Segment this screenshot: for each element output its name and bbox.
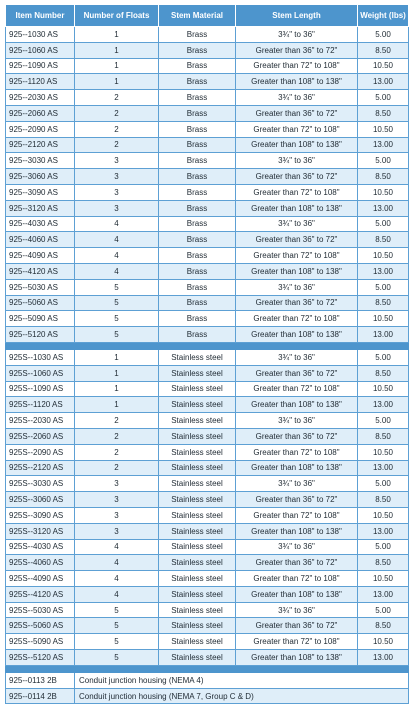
stem-length-cell: 3¾" to 36" bbox=[236, 279, 358, 295]
item-number-cell: 925S--3120 AS bbox=[6, 523, 75, 539]
weight-cell: 8.50 bbox=[358, 428, 409, 444]
stem-length-cell: Greater than 72" to 108" bbox=[236, 184, 358, 200]
number-of-floats-cell: 4 bbox=[75, 539, 159, 555]
weight-cell: 5.00 bbox=[358, 539, 409, 555]
table-row bbox=[6, 232, 409, 248]
stem-length-cell: Greater than 108" to 138" bbox=[236, 397, 358, 413]
table-row bbox=[6, 121, 409, 137]
header-weight: Weight (lbs) bbox=[358, 5, 409, 27]
weight-cell: 8.50 bbox=[358, 232, 409, 248]
number-of-floats-cell: 2 bbox=[75, 121, 159, 137]
stem-length-cell: Greater than 36" to 72" bbox=[236, 492, 358, 508]
stem-material-cell: Stainless steel bbox=[159, 618, 236, 634]
stem-length-cell: Greater than 36" to 72" bbox=[236, 105, 358, 121]
item-number-cell: 925S--3030 AS bbox=[6, 476, 75, 492]
weight-cell: 5.00 bbox=[358, 476, 409, 492]
stem-length-cell: Greater than 72" to 108" bbox=[236, 444, 358, 460]
stem-material-cell: Brass bbox=[159, 105, 236, 121]
table-row bbox=[6, 263, 409, 279]
table-row bbox=[6, 169, 409, 185]
stem-material-cell: Brass bbox=[159, 27, 236, 43]
stem-material-cell: Brass bbox=[159, 184, 236, 200]
item-number-cell: 925--5090 AS bbox=[6, 311, 75, 327]
weight-cell: 5.00 bbox=[358, 90, 409, 106]
stem-length-cell: Greater than 72" to 108" bbox=[236, 381, 358, 397]
number-of-floats-cell: 1 bbox=[75, 58, 159, 74]
stem-material-cell: Stainless steel bbox=[159, 413, 236, 429]
table-row bbox=[6, 365, 409, 381]
stem-length-cell: Greater than 108" to 138" bbox=[236, 650, 358, 666]
number-of-floats-cell: 1 bbox=[75, 381, 159, 397]
section-divider bbox=[6, 342, 409, 349]
table-row bbox=[6, 90, 409, 106]
table-row bbox=[6, 295, 409, 311]
table-row bbox=[6, 650, 409, 666]
stem-material-cell: Stainless steel bbox=[159, 492, 236, 508]
number-of-floats-cell: 1 bbox=[75, 397, 159, 413]
stem-length-cell: Greater than 72" to 108" bbox=[236, 248, 358, 264]
table-row bbox=[6, 397, 409, 413]
stem-material-cell: Brass bbox=[159, 74, 236, 90]
weight-cell: 10.50 bbox=[358, 248, 409, 264]
table-row bbox=[6, 381, 409, 397]
weight-cell: 13.00 bbox=[358, 460, 409, 476]
item-number-cell: 925--0113 2B bbox=[6, 672, 75, 688]
table-row bbox=[6, 153, 409, 169]
stem-material-cell: Stainless steel bbox=[159, 539, 236, 555]
stem-material-cell: Brass bbox=[159, 216, 236, 232]
accessory-row bbox=[6, 688, 409, 704]
item-number-cell: 925--1060 AS bbox=[6, 42, 75, 58]
item-number-cell: 925S--1030 AS bbox=[6, 349, 75, 365]
stem-material-cell: Stainless steel bbox=[159, 365, 236, 381]
number-of-floats-cell: 2 bbox=[75, 105, 159, 121]
stem-length-cell: Greater than 108" to 138" bbox=[236, 327, 358, 343]
table-row bbox=[6, 42, 409, 58]
number-of-floats-cell: 3 bbox=[75, 153, 159, 169]
spec-table-container bbox=[5, 4, 408, 704]
table-row bbox=[6, 74, 409, 90]
stem-length-cell: 3¾" to 36" bbox=[236, 153, 358, 169]
weight-cell: 5.00 bbox=[358, 602, 409, 618]
table-row bbox=[6, 184, 409, 200]
table-row bbox=[6, 248, 409, 264]
item-number-cell: 925--5030 AS bbox=[6, 279, 75, 295]
stem-material-cell: Stainless steel bbox=[159, 634, 236, 650]
number-of-floats-cell: 3 bbox=[75, 169, 159, 185]
stem-length-cell: Greater than 36" to 72" bbox=[236, 618, 358, 634]
item-number-cell: 925--2060 AS bbox=[6, 105, 75, 121]
item-number-cell: 925S--2120 AS bbox=[6, 460, 75, 476]
stem-length-cell: 3¾" to 36" bbox=[236, 216, 358, 232]
table-row bbox=[6, 460, 409, 476]
item-number-cell: 925S--2060 AS bbox=[6, 428, 75, 444]
number-of-floats-cell: 5 bbox=[75, 327, 159, 343]
item-number-cell: 925S--5060 AS bbox=[6, 618, 75, 634]
section-divider-1 bbox=[6, 342, 409, 349]
item-number-cell: 925--2090 AS bbox=[6, 121, 75, 137]
weight-cell: 10.50 bbox=[358, 184, 409, 200]
number-of-floats-cell: 4 bbox=[75, 248, 159, 264]
stem-material-cell: Brass bbox=[159, 169, 236, 185]
header-stem-length: Stem Length bbox=[236, 5, 358, 27]
item-number-cell: 925--0114 2B bbox=[6, 688, 75, 704]
weight-cell: 8.50 bbox=[358, 618, 409, 634]
number-of-floats-cell: 4 bbox=[75, 571, 159, 587]
item-number-cell: 925--5060 AS bbox=[6, 295, 75, 311]
number-of-floats-cell: 2 bbox=[75, 444, 159, 460]
number-of-floats-cell: 2 bbox=[75, 428, 159, 444]
stem-length-cell: Greater than 36" to 72" bbox=[236, 365, 358, 381]
weight-cell: 13.00 bbox=[358, 650, 409, 666]
stainless-steel-section bbox=[6, 349, 409, 665]
stem-length-cell: Greater than 72" to 108" bbox=[236, 634, 358, 650]
stem-material-cell: Stainless steel bbox=[159, 507, 236, 523]
stem-length-cell: Greater than 108" to 138" bbox=[236, 586, 358, 602]
table-row bbox=[6, 539, 409, 555]
weight-cell: 13.00 bbox=[358, 523, 409, 539]
divider-cell bbox=[6, 342, 409, 349]
stem-length-cell: Greater than 72" to 108" bbox=[236, 121, 358, 137]
table-header bbox=[6, 5, 409, 27]
stem-material-cell: Stainless steel bbox=[159, 602, 236, 618]
item-number-cell: 925--4060 AS bbox=[6, 232, 75, 248]
weight-cell: 10.50 bbox=[358, 121, 409, 137]
table-row bbox=[6, 492, 409, 508]
weight-cell: 8.50 bbox=[358, 555, 409, 571]
number-of-floats-cell: 1 bbox=[75, 74, 159, 90]
item-number-cell: 925--3060 AS bbox=[6, 169, 75, 185]
stem-length-cell: Greater than 72" to 108" bbox=[236, 58, 358, 74]
item-number-cell: 925S--2030 AS bbox=[6, 413, 75, 429]
stem-material-cell: Stainless steel bbox=[159, 460, 236, 476]
item-number-cell: 925S--3090 AS bbox=[6, 507, 75, 523]
stem-material-cell: Stainless steel bbox=[159, 571, 236, 587]
weight-cell: 10.50 bbox=[358, 58, 409, 74]
stem-length-cell: 3¾" to 36" bbox=[236, 476, 358, 492]
header-row bbox=[6, 5, 409, 27]
weight-cell: 5.00 bbox=[358, 279, 409, 295]
weight-cell: 8.50 bbox=[358, 105, 409, 121]
stem-length-cell: Greater than 108" to 138" bbox=[236, 74, 358, 90]
stem-material-cell: Stainless steel bbox=[159, 397, 236, 413]
item-number-cell: 925--4030 AS bbox=[6, 216, 75, 232]
weight-cell: 8.50 bbox=[358, 42, 409, 58]
description-cell: Conduit junction housing (NEMA 7, Group C & D) bbox=[75, 688, 409, 704]
stem-length-cell: Greater than 108" to 138" bbox=[236, 460, 358, 476]
item-number-cell: 925S--3060 AS bbox=[6, 492, 75, 508]
table-row bbox=[6, 137, 409, 153]
section-divider bbox=[6, 665, 409, 672]
number-of-floats-cell: 3 bbox=[75, 523, 159, 539]
weight-cell: 10.50 bbox=[358, 311, 409, 327]
stem-material-cell: Stainless steel bbox=[159, 586, 236, 602]
stem-length-cell: Greater than 108" to 138" bbox=[236, 200, 358, 216]
number-of-floats-cell: 1 bbox=[75, 42, 159, 58]
table-row bbox=[6, 523, 409, 539]
stem-length-cell: 3¾" to 36" bbox=[236, 602, 358, 618]
item-number-cell: 925S--1090 AS bbox=[6, 381, 75, 397]
stem-material-cell: Brass bbox=[159, 327, 236, 343]
weight-cell: 13.00 bbox=[358, 200, 409, 216]
header-number-of-floats: Number of Floats bbox=[75, 5, 159, 27]
number-of-floats-cell: 1 bbox=[75, 27, 159, 43]
stem-length-cell: Greater than 36" to 72" bbox=[236, 232, 358, 248]
stem-material-cell: Brass bbox=[159, 248, 236, 264]
stem-material-cell: Stainless steel bbox=[159, 444, 236, 460]
stem-length-cell: 3¾" to 36" bbox=[236, 413, 358, 429]
stem-material-cell: Stainless steel bbox=[159, 428, 236, 444]
stem-length-cell: Greater than 108" to 138" bbox=[236, 137, 358, 153]
item-number-cell: 925--3090 AS bbox=[6, 184, 75, 200]
item-number-cell: 925S--4120 AS bbox=[6, 586, 75, 602]
table-row bbox=[6, 200, 409, 216]
number-of-floats-cell: 2 bbox=[75, 413, 159, 429]
number-of-floats-cell: 3 bbox=[75, 492, 159, 508]
stem-material-cell: Brass bbox=[159, 90, 236, 106]
table-row bbox=[6, 618, 409, 634]
float-switch-spec-table bbox=[5, 4, 409, 704]
item-number-cell: 925--1090 AS bbox=[6, 58, 75, 74]
item-number-cell: 925--2120 AS bbox=[6, 137, 75, 153]
number-of-floats-cell: 3 bbox=[75, 507, 159, 523]
table-row bbox=[6, 327, 409, 343]
stem-material-cell: Brass bbox=[159, 58, 236, 74]
table-row bbox=[6, 555, 409, 571]
stem-material-cell: Brass bbox=[159, 121, 236, 137]
item-number-cell: 925S--5030 AS bbox=[6, 602, 75, 618]
stem-length-cell: Greater than 36" to 72" bbox=[236, 42, 358, 58]
stem-material-cell: Brass bbox=[159, 311, 236, 327]
weight-cell: 8.50 bbox=[358, 365, 409, 381]
weight-cell: 5.00 bbox=[358, 349, 409, 365]
number-of-floats-cell: 3 bbox=[75, 476, 159, 492]
stem-material-cell: Brass bbox=[159, 200, 236, 216]
table-row bbox=[6, 413, 409, 429]
weight-cell: 13.00 bbox=[358, 586, 409, 602]
stem-length-cell: Greater than 72" to 108" bbox=[236, 571, 358, 587]
item-number-cell: 925--5120 AS bbox=[6, 327, 75, 343]
accessory-row bbox=[6, 672, 409, 688]
stem-length-cell: Greater than 36" to 72" bbox=[236, 169, 358, 185]
number-of-floats-cell: 5 bbox=[75, 295, 159, 311]
number-of-floats-cell: 4 bbox=[75, 586, 159, 602]
number-of-floats-cell: 2 bbox=[75, 90, 159, 106]
stem-length-cell: 3¾" to 36" bbox=[236, 539, 358, 555]
weight-cell: 5.00 bbox=[358, 216, 409, 232]
number-of-floats-cell: 1 bbox=[75, 365, 159, 381]
section-divider-2 bbox=[6, 665, 409, 672]
number-of-floats-cell: 4 bbox=[75, 232, 159, 248]
table-row bbox=[6, 571, 409, 587]
stem-material-cell: Brass bbox=[159, 263, 236, 279]
divider-cell bbox=[6, 665, 409, 672]
table-row bbox=[6, 428, 409, 444]
weight-cell: 5.00 bbox=[358, 27, 409, 43]
number-of-floats-cell: 3 bbox=[75, 200, 159, 216]
stem-length-cell: Greater than 36" to 72" bbox=[236, 295, 358, 311]
table-row bbox=[6, 105, 409, 121]
stem-length-cell: 3¾" to 36" bbox=[236, 90, 358, 106]
weight-cell: 8.50 bbox=[358, 492, 409, 508]
stem-material-cell: Brass bbox=[159, 42, 236, 58]
table-row bbox=[6, 216, 409, 232]
number-of-floats-cell: 5 bbox=[75, 311, 159, 327]
weight-cell: 10.50 bbox=[358, 381, 409, 397]
table-row bbox=[6, 476, 409, 492]
header-item-number: Item Number bbox=[6, 5, 75, 27]
weight-cell: 10.50 bbox=[358, 507, 409, 523]
stem-material-cell: Stainless steel bbox=[159, 523, 236, 539]
weight-cell: 8.50 bbox=[358, 295, 409, 311]
item-number-cell: 925--3030 AS bbox=[6, 153, 75, 169]
weight-cell: 13.00 bbox=[358, 137, 409, 153]
table-row bbox=[6, 602, 409, 618]
item-number-cell: 925--1030 AS bbox=[6, 27, 75, 43]
item-number-cell: 925--2030 AS bbox=[6, 90, 75, 106]
weight-cell: 5.00 bbox=[358, 413, 409, 429]
number-of-floats-cell: 5 bbox=[75, 650, 159, 666]
number-of-floats-cell: 2 bbox=[75, 460, 159, 476]
weight-cell: 13.00 bbox=[358, 327, 409, 343]
stem-length-cell: 3¾" to 36" bbox=[236, 349, 358, 365]
table-row bbox=[6, 27, 409, 43]
stem-length-cell: Greater than 72" to 108" bbox=[236, 311, 358, 327]
stem-material-cell: Brass bbox=[159, 279, 236, 295]
stem-material-cell: Stainless steel bbox=[159, 555, 236, 571]
number-of-floats-cell: 1 bbox=[75, 349, 159, 365]
stem-material-cell: Stainless steel bbox=[159, 349, 236, 365]
item-number-cell: 925S--4060 AS bbox=[6, 555, 75, 571]
item-number-cell: 925S--5090 AS bbox=[6, 634, 75, 650]
number-of-floats-cell: 5 bbox=[75, 602, 159, 618]
header-stem-material: Stem Material bbox=[159, 5, 236, 27]
stem-material-cell: Stainless steel bbox=[159, 650, 236, 666]
item-number-cell: 925--3120 AS bbox=[6, 200, 75, 216]
stem-material-cell: Brass bbox=[159, 137, 236, 153]
item-number-cell: 925--1120 AS bbox=[6, 74, 75, 90]
weight-cell: 10.50 bbox=[358, 634, 409, 650]
item-number-cell: 925S--1060 AS bbox=[6, 365, 75, 381]
stem-length-cell: Greater than 72" to 108" bbox=[236, 507, 358, 523]
stem-material-cell: Stainless steel bbox=[159, 476, 236, 492]
table-row bbox=[6, 279, 409, 295]
number-of-floats-cell: 3 bbox=[75, 184, 159, 200]
stem-length-cell: 3¾" to 36" bbox=[236, 27, 358, 43]
item-number-cell: 925S--4030 AS bbox=[6, 539, 75, 555]
table-row bbox=[6, 507, 409, 523]
table-row bbox=[6, 586, 409, 602]
item-number-cell: 925S--4090 AS bbox=[6, 571, 75, 587]
weight-cell: 8.50 bbox=[358, 169, 409, 185]
number-of-floats-cell: 4 bbox=[75, 555, 159, 571]
item-number-cell: 925S--5120 AS bbox=[6, 650, 75, 666]
weight-cell: 5.00 bbox=[358, 153, 409, 169]
weight-cell: 10.50 bbox=[358, 444, 409, 460]
item-number-cell: 925S--2090 AS bbox=[6, 444, 75, 460]
number-of-floats-cell: 5 bbox=[75, 634, 159, 650]
number-of-floats-cell: 4 bbox=[75, 263, 159, 279]
table-row bbox=[6, 444, 409, 460]
table-row bbox=[6, 311, 409, 327]
stem-length-cell: Greater than 108" to 138" bbox=[236, 263, 358, 279]
stem-material-cell: Brass bbox=[159, 295, 236, 311]
description-cell: Conduit junction housing (NEMA 4) bbox=[75, 672, 409, 688]
number-of-floats-cell: 2 bbox=[75, 137, 159, 153]
accessories-section bbox=[6, 672, 409, 704]
table-row bbox=[6, 58, 409, 74]
number-of-floats-cell: 4 bbox=[75, 216, 159, 232]
stem-length-cell: Greater than 108" to 138" bbox=[236, 523, 358, 539]
weight-cell: 13.00 bbox=[358, 74, 409, 90]
brass-section bbox=[6, 27, 409, 343]
table-row bbox=[6, 349, 409, 365]
stem-material-cell: Stainless steel bbox=[159, 381, 236, 397]
stem-material-cell: Brass bbox=[159, 232, 236, 248]
weight-cell: 13.00 bbox=[358, 397, 409, 413]
number-of-floats-cell: 5 bbox=[75, 279, 159, 295]
number-of-floats-cell: 5 bbox=[75, 618, 159, 634]
item-number-cell: 925S--1120 AS bbox=[6, 397, 75, 413]
item-number-cell: 925--4120 AS bbox=[6, 263, 75, 279]
weight-cell: 13.00 bbox=[358, 263, 409, 279]
stem-material-cell: Brass bbox=[159, 153, 236, 169]
item-number-cell: 925--4090 AS bbox=[6, 248, 75, 264]
stem-length-cell: Greater than 36" to 72" bbox=[236, 555, 358, 571]
stem-length-cell: Greater than 36" to 72" bbox=[236, 428, 358, 444]
table-row bbox=[6, 634, 409, 650]
weight-cell: 10.50 bbox=[358, 571, 409, 587]
